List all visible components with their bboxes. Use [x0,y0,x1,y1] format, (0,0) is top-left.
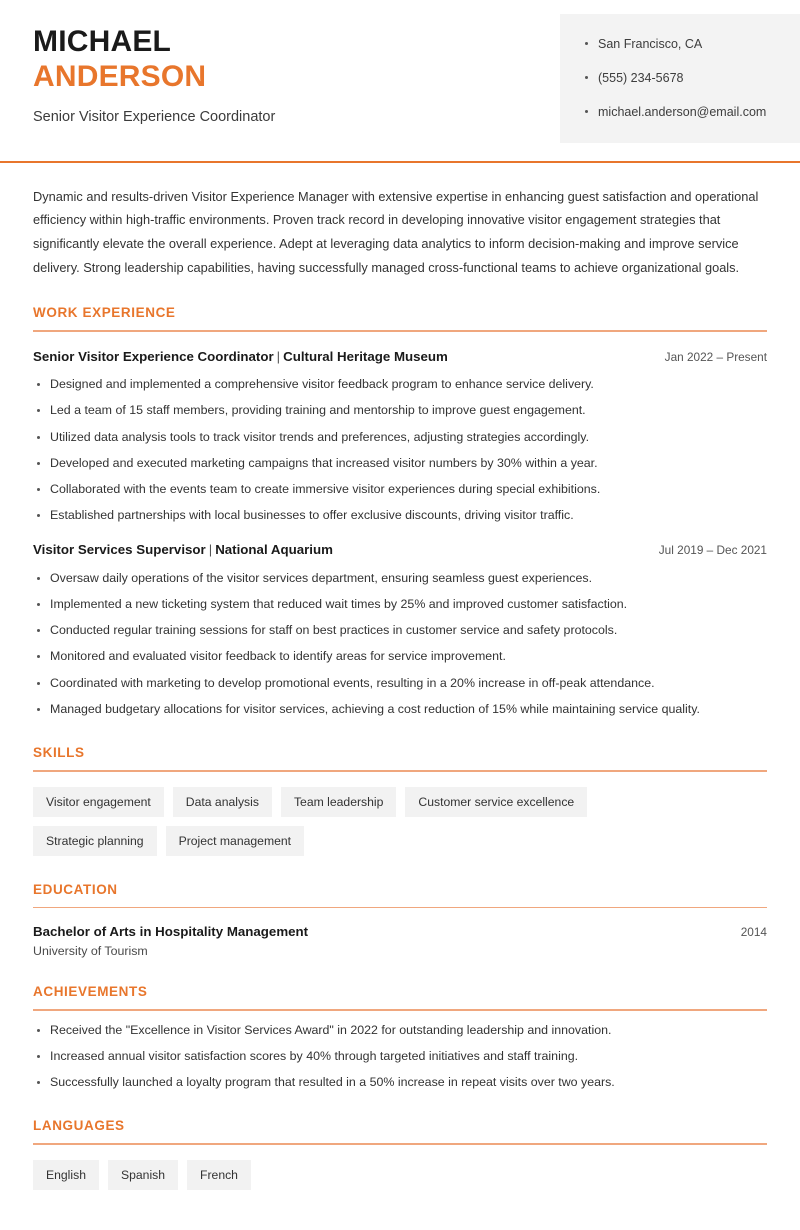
language-chip: French [187,1160,251,1190]
contact-item-location [584,36,782,53]
section-divider [33,330,767,332]
resume-body [0,185,800,1190]
education-year: 2014 [740,925,767,940]
section-divider [33,1143,767,1145]
contact-item-phone [584,70,782,87]
section-education [33,882,767,959]
skill-chip: Team leadership [281,787,396,817]
list-item: Increased annual visitor satisfaction scores by 40% through targeted initiatives and staff training. [33,1047,767,1066]
section-skills [33,745,767,856]
education-entry [33,924,767,958]
section-title-languages: LANGUAGES [33,1118,125,1134]
experience-company: Cultural Heritage Museum [283,348,448,364]
contact-list [584,36,782,121]
achievements-list [33,1021,767,1093]
section-title-education: EDUCATION [33,881,118,897]
section-achievements [33,984,767,1092]
contact-phone-value[interactable]: (555) 234-5678 [598,70,684,85]
list-item: Developed and executed marketing campaigns that increased visitor numbers by 30% within a year. [33,454,767,473]
job-title: Senior Visitor Experience Coordinator [33,108,276,125]
list-item: Led a team of 15 staff members, providing training and mentorship to improve guest engagement. [33,401,767,420]
list-item: Managed budgetary allocations for visitor services, achieving a cost reduction of 15% while maintaining service quality. [33,700,767,719]
contact-item-email [584,104,782,121]
last-name: ANDERSON [33,60,207,94]
list-item: Coordinated with marketing to develop promotional events, resulting in a 20% increase in off-peak attendance. [33,674,767,693]
languages-chip-list [33,1160,453,1190]
education-degree: Bachelor of Arts in Hospitality Management [33,924,309,940]
contact-block [560,14,800,143]
list-item: Designed and implemented a comprehensive visitor feedback program to enhance service delivery. [33,375,767,394]
skill-chip: Strategic planning [33,826,157,856]
title-separator: | [208,542,213,558]
section-languages [33,1118,767,1190]
education-school: University of Tourism [33,944,148,959]
section-divider [33,907,767,909]
experience-role: Visitor Services Supervisor [33,542,206,558]
experience-bullets [33,569,767,719]
contact-location-value: San Francisco, CA [598,37,703,51]
list-item: Implemented a new ticketing system that reduced wait times by 25% and improved customer satisfaction. [33,595,767,614]
skills-chip-list [33,787,673,856]
experience-entry [33,348,767,526]
skill-chip: Visitor engagement [33,787,164,817]
experience-date: Jan 2022 – Present [664,349,767,364]
section-divider [33,770,767,772]
experience-role: Senior Visitor Experience Coordinator [33,348,274,364]
list-item: Oversaw daily operations of the visitor services department, ensuring seamless guest experiences. [33,569,767,588]
experience-bullets [33,375,767,525]
experience-entry-header [33,541,767,558]
section-title-achievements: ACHIEVEMENTS [33,984,148,1000]
section-title-work-experience: WORK EXPERIENCE [33,305,176,321]
language-chip: English [33,1160,99,1190]
header-divider [0,161,800,163]
section-work-experience [33,305,767,719]
skill-chip: Data analysis [173,787,272,817]
section-title-skills: SKILLS [33,745,85,760]
experience-date: Jul 2019 – Dec 2021 [658,543,767,558]
education-entry-header [33,924,767,939]
contact-email-value[interactable]: michael.anderson@email.com [598,104,767,119]
list-item: Established partnerships with local businesses to offer exclusive discounts, driving visitor traffic. [33,506,767,525]
list-item: Received the "Excellence in Visitor Services Award" in 2022 for outstanding leadership and innovation. [33,1021,767,1040]
list-item: Conducted regular training sessions for staff on best practices in customer service and safety protocols. [33,621,767,640]
section-divider [33,1009,767,1011]
first-name: MICHAEL [33,25,172,58]
list-item: Collaborated with the events team to create immersive visitor experiences during special exhibitions. [33,480,767,499]
list-item: Successfully launched a loyalty program that resulted in a 50% increase in repeat visits over two years. [33,1073,767,1092]
list-item: Monitored and evaluated visitor feedback to identify areas for service improvement. [33,647,767,666]
resume-header [0,0,800,143]
experience-entry-header [33,348,767,365]
experience-title-line [33,541,333,558]
experience-entry [33,541,767,719]
experience-title-line [33,348,448,365]
professional-summary: Dynamic and results-driven Visitor Experience Manager with extensive expertise in enhancing guest satisfaction and operational efficiency within high-traffic environments. Proven track record in developing innovative visitor engagement strategies that significantly elevate the overall experience. Adept at leveraging data analytics to inform decision-making and improve service delivery. Strong leadership capabilities, having successfully managed cross-functional teams to achieve organizational goals. [33,188,759,275]
skill-chip: Customer service excellence [405,787,587,817]
header-identity [0,0,560,127]
title-separator: | [276,348,281,364]
language-chip: Spanish [108,1160,178,1190]
experience-company: National Aquarium [215,542,333,558]
skill-chip: Project management [166,826,304,856]
list-item: Utilized data analysis tools to track visitor trends and preferences, adjusting strategies accordingly. [33,428,767,447]
